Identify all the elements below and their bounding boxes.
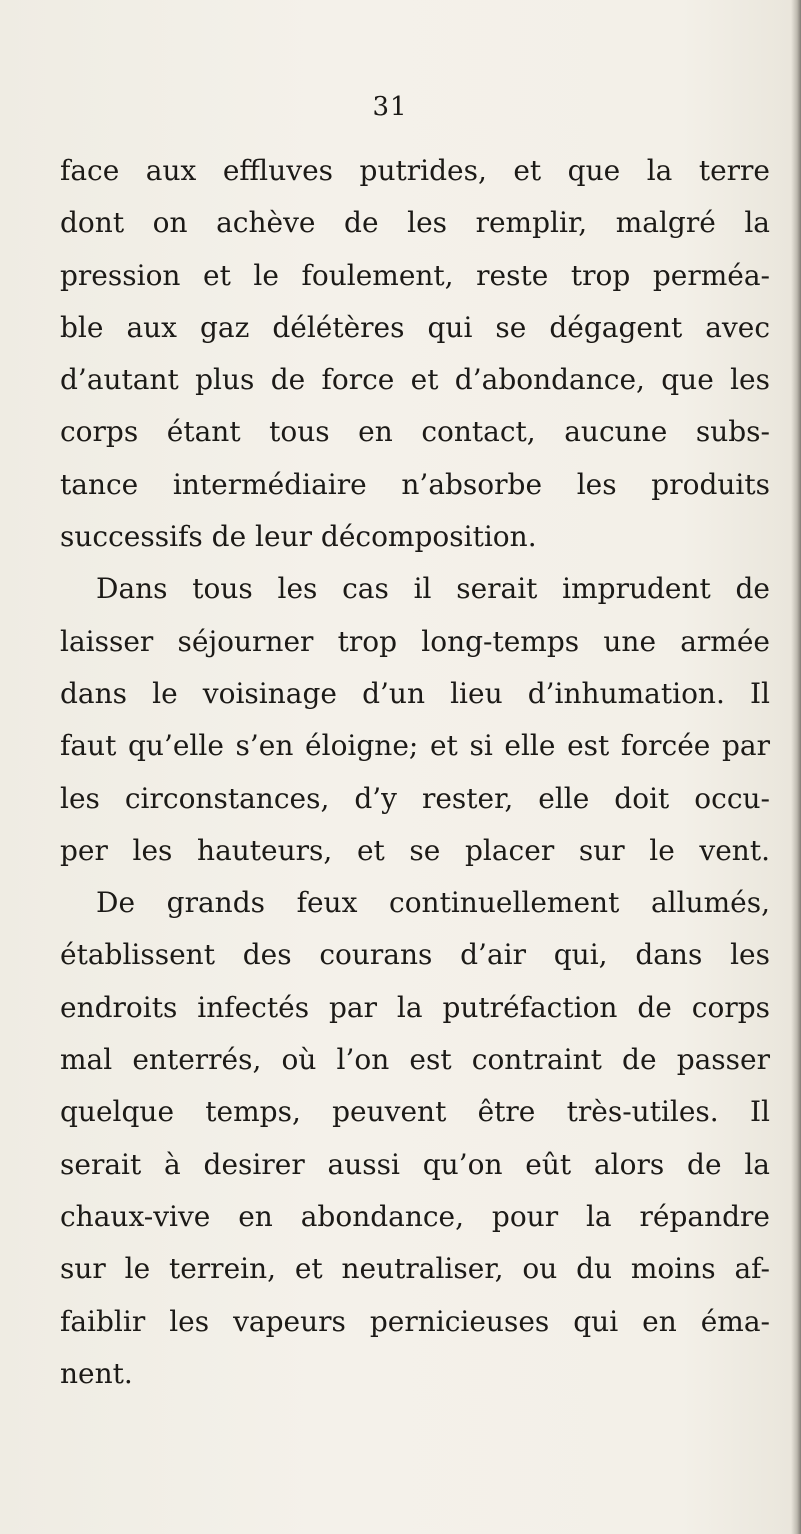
text-line: mal enterrés, où l’on est contraint de passer [60, 1043, 770, 1077]
text-line: établissent des courans d’air qui, dans les [60, 938, 770, 972]
page-edge-shadow [791, 0, 801, 1534]
text-line: serait à desirer aussi qu’on eût alors de la [60, 1147, 770, 1181]
page-number: 31 [372, 92, 408, 122]
text-line: sur le terrein, et neutraliser, ou du moins af- [60, 1252, 770, 1286]
text-line: pression et le foulement, reste trop perméa- [60, 258, 770, 292]
text-line: ble aux gaz délétères qui se dégagent avec [60, 310, 770, 344]
text-line: quelque temps, peuvent être très-utiles. Il [60, 1095, 770, 1129]
text-line: per les hauteurs, et se placer sur le vent. [60, 833, 770, 867]
text-line: De grands feux continuellement allumés, [96, 886, 770, 920]
text-line: Dans tous les cas il serait imprudent de [96, 572, 770, 606]
text-line: tance intermédiaire n’absorbe les produits [60, 467, 770, 501]
text-line: d’autant plus de force et d’abondance, que les [60, 363, 770, 397]
text-line: endroits infectés par la putréfaction de corps [60, 990, 770, 1024]
text-line: dans le voisinage d’un lieu d’inhumation. Il [60, 676, 770, 710]
text-line: laisser séjourner trop long-temps une armée [60, 624, 770, 658]
text-line: successifs de leur décomposition. [60, 520, 537, 554]
text-line: face aux effluves putrides, et que la terre [60, 154, 770, 187]
body-text [60, 145, 770, 1400]
text-line: les circonstances, d’y rester, elle doit occu- [60, 781, 770, 815]
text-line: dont on achève de les remplir, malgré la [60, 206, 770, 240]
text-line: nent. [60, 1356, 133, 1390]
text-line: corps étant tous en contact, aucune subs- [60, 415, 770, 449]
text-line: chaux-vive en abondance, pour la répandre [60, 1199, 770, 1233]
text-line: faut qu’elle s’en éloigne; et si elle est forcée par [60, 729, 770, 763]
text-line: faiblir les vapeurs pernicieuses qui en éma- [60, 1304, 770, 1338]
